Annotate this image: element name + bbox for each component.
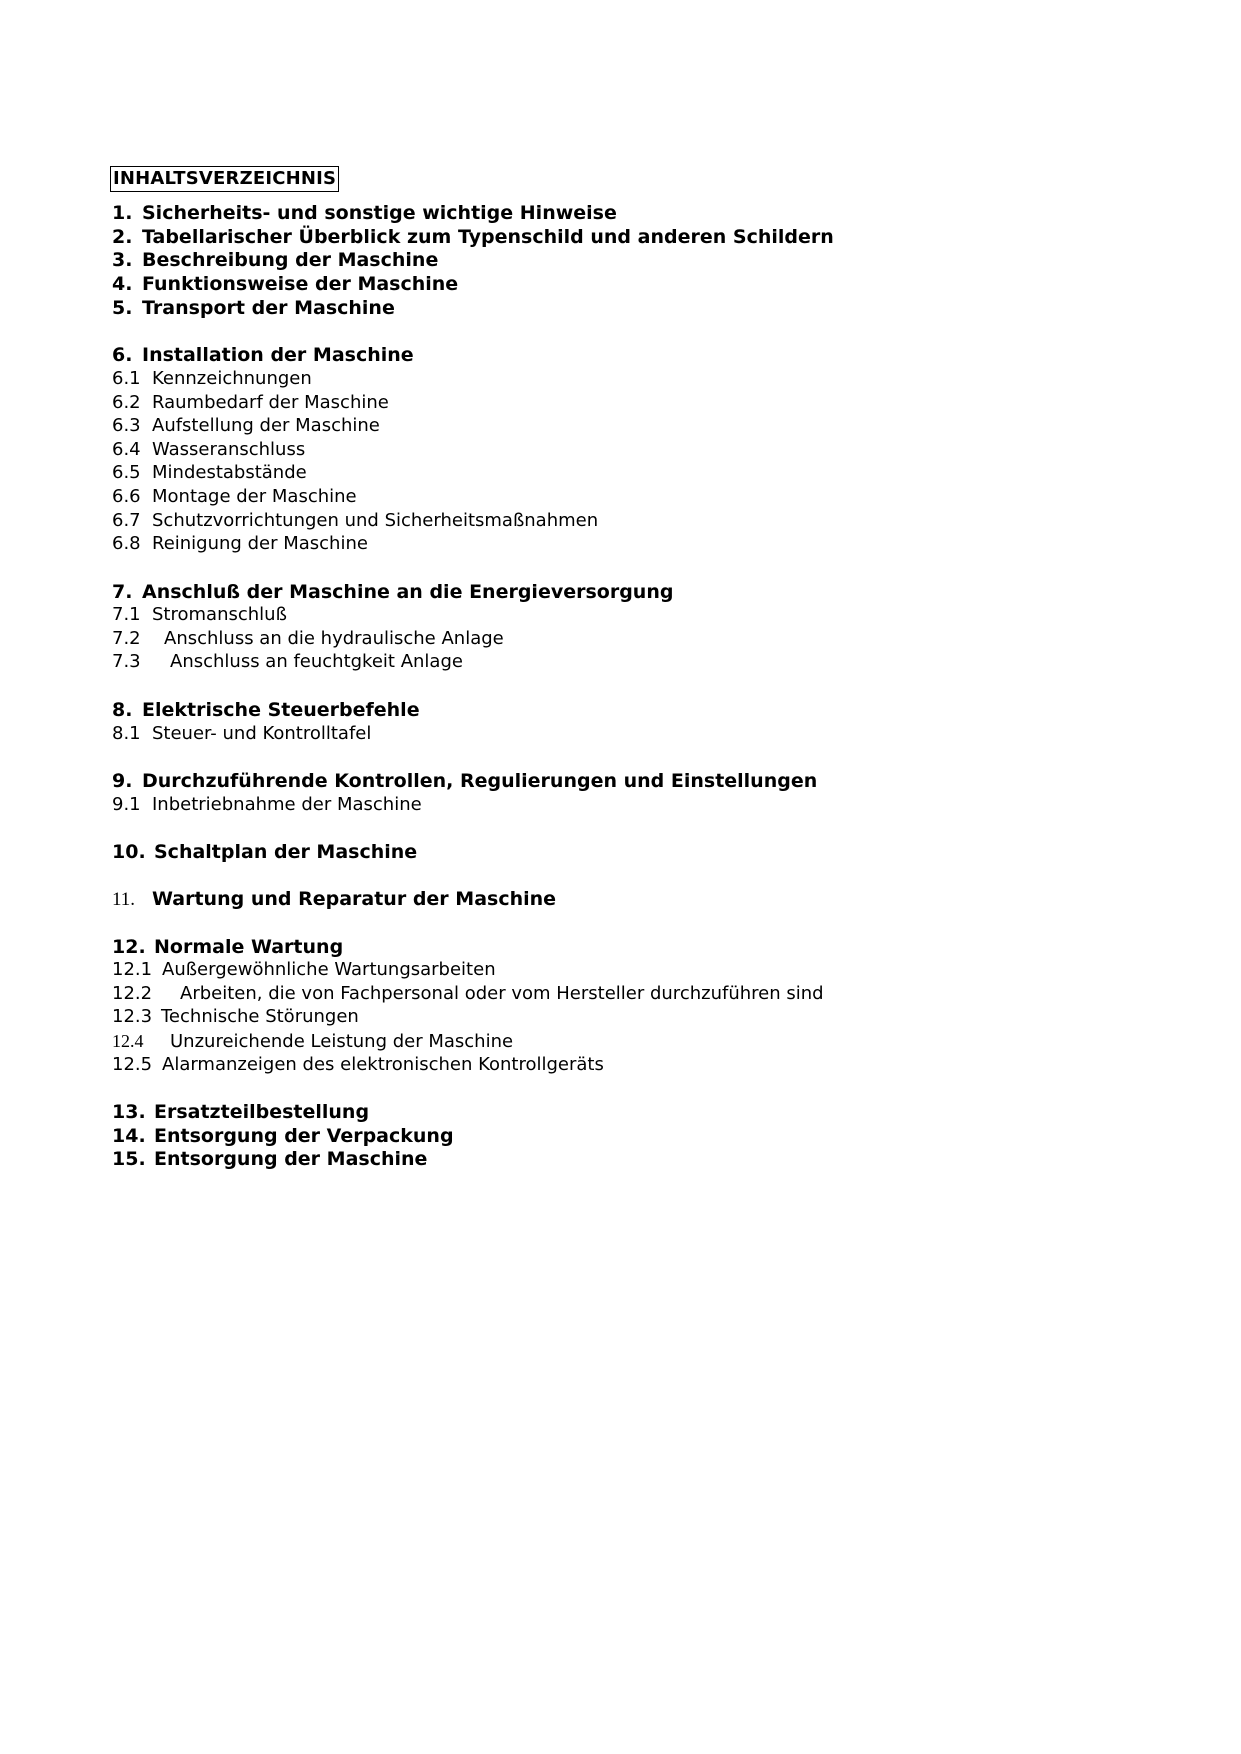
toc-entry-number: 6.8	[112, 533, 141, 554]
toc-entry-number: 12.	[112, 936, 146, 958]
toc-entry	[112, 650, 463, 674]
toc-entry-number: 15.	[112, 1148, 146, 1170]
toc-entry-number: 3.	[112, 249, 133, 271]
toc-entry-text: Anschluss an feuchtgkeit Anlage	[170, 651, 463, 672]
toc-entry-number: 8.1	[112, 723, 141, 744]
toc-entry	[112, 840, 417, 864]
toc-entry-text: Anschluß der Maschine an die Energieversorgung	[142, 581, 674, 603]
toc-entry	[112, 935, 343, 959]
toc-entry	[112, 343, 414, 367]
toc-entry-number: 1.	[112, 202, 133, 224]
toc-entry-text: Unzureichende Leistung der Maschine	[170, 1031, 514, 1052]
toc-entry	[112, 1029, 513, 1053]
toc-entry-text: Wartung und Reparatur der Maschine	[152, 888, 557, 910]
toc-entry	[112, 201, 617, 225]
toc-title: INHALTSVERZEICHNIS	[110, 166, 339, 192]
toc-entry	[112, 438, 305, 462]
toc-entry-text: Schaltplan der Maschine	[154, 841, 418, 863]
toc-entry-text: Außergewöhnliche Wartungsarbeiten	[162, 959, 496, 980]
toc-entry	[112, 793, 422, 817]
toc-entry	[112, 722, 371, 746]
toc-entry-number: 6.4	[112, 439, 141, 460]
toc-entry	[112, 532, 368, 556]
toc-entry-text: Installation der Maschine	[142, 344, 414, 366]
toc-entry-text: Raumbedarf der Maschine	[152, 392, 389, 413]
toc-entry	[112, 461, 307, 485]
toc-entry-number: 6.5	[112, 462, 141, 483]
toc-entry-number: 6.6	[112, 486, 141, 507]
toc-entry	[112, 603, 287, 627]
toc-entry-text: Technische Störungen	[161, 1006, 359, 1027]
toc-entry-text: Anschluss an die hydraulische Anlage	[164, 628, 504, 649]
toc-entry	[112, 391, 389, 415]
toc-entry-number: 4.	[112, 273, 133, 295]
toc-entry	[112, 698, 420, 722]
toc-entry-text: Stromanschluß	[152, 604, 287, 625]
toc-entry-text: Funktionsweise der Maschine	[142, 273, 459, 295]
toc-entry-text: Schutzvorrichtungen und Sicherheitsmaßnahmen	[152, 510, 599, 531]
toc-entry	[112, 248, 438, 272]
toc-entry-text: Ersatzteilbestellung	[154, 1101, 370, 1123]
toc-entry	[112, 225, 834, 249]
toc-entry-number: 10.	[112, 841, 146, 863]
toc-entry-number: 9.1	[112, 794, 141, 815]
toc-entry-text: Entsorgung der Maschine	[154, 1148, 428, 1170]
toc-entry-number: 6.1	[112, 368, 141, 389]
toc-entry-number: 12.4	[112, 1031, 144, 1051]
toc-entry-text: Entsorgung der Verpackung	[154, 1125, 454, 1147]
toc-entry	[112, 485, 357, 509]
toc-entry-text: Reinigung der Maschine	[152, 533, 368, 554]
toc-entry	[112, 367, 312, 391]
toc-entry-text: Normale Wartung	[154, 936, 344, 958]
toc-entry	[112, 887, 556, 911]
toc-entry-text: Arbeiten, die von Fachpersonal oder vom Hersteller durchzuführen sind	[180, 983, 824, 1004]
toc-entry-number: 2.	[112, 226, 133, 248]
toc-entry-number: 12.5	[112, 1054, 153, 1075]
toc-entry	[112, 1053, 604, 1077]
toc-entry-number: 12.3	[112, 1006, 153, 1027]
toc-entry	[112, 509, 598, 533]
toc-entry-text: Steuer- und Kontrolltafel	[152, 723, 372, 744]
toc-entry-text: Beschreibung der Maschine	[142, 249, 439, 271]
toc-entry	[112, 296, 395, 320]
toc-entry-number: 7.2	[112, 628, 141, 649]
toc-entry-text: Elektrische Steuerbefehle	[142, 699, 420, 721]
toc-entry-number: 12.1	[112, 959, 153, 980]
toc-entry-text: Alarmanzeigen des elektronischen Kontrollgeräts	[162, 1054, 604, 1075]
toc-entry-text: Aufstellung der Maschine	[152, 415, 380, 436]
toc-entry	[112, 1005, 359, 1029]
toc-entry-text: Montage der Maschine	[152, 486, 357, 507]
toc-entry	[112, 627, 504, 651]
toc-entry-number: 7.3	[112, 651, 141, 672]
toc-entry-number: 6.2	[112, 392, 141, 413]
toc-entry	[112, 1124, 454, 1148]
toc-entry	[112, 580, 673, 604]
toc-entry-text: Transport der Maschine	[142, 297, 395, 319]
toc-entry-text: Tabellarischer Überblick zum Typenschild und anderen Schildern	[142, 226, 834, 248]
toc-entry-number: 12.2	[112, 983, 153, 1004]
toc-entry	[112, 1147, 427, 1171]
toc-entry-number: 5.	[112, 297, 133, 319]
toc-entry-number: 14.	[112, 1125, 146, 1147]
toc-entry-number: 11.	[112, 889, 136, 910]
toc-entry-number: 6.7	[112, 510, 141, 531]
toc-entry-text: Mindestabstände	[152, 462, 307, 483]
toc-entry-number: 13.	[112, 1101, 146, 1123]
toc-entry-number: 8.	[112, 699, 133, 721]
toc-entry-number: 7.	[112, 581, 133, 603]
toc-entry	[112, 1100, 369, 1124]
toc-entry-text: Inbetriebnahme der Maschine	[152, 794, 422, 815]
toc-entry-number: 9.	[112, 770, 133, 792]
toc-entry	[112, 769, 817, 793]
toc-entry-text: Wasseranschluss	[152, 439, 306, 460]
toc-entry-number: 7.1	[112, 604, 141, 625]
toc-entry	[112, 414, 380, 438]
toc-entry-text: Sicherheits- und sonstige wichtige Hinweise	[142, 202, 617, 224]
toc-entry-text: Durchzuführende Kontrollen, Regulierungen und Einstellungen	[142, 770, 818, 792]
toc-entry-number: 6.3	[112, 415, 141, 436]
toc-entry	[112, 958, 496, 982]
toc-entry-number: 6.	[112, 344, 133, 366]
toc-entry	[112, 272, 458, 296]
toc-entry-text: Kennzeichnungen	[152, 368, 312, 389]
toc-entry	[112, 982, 824, 1006]
